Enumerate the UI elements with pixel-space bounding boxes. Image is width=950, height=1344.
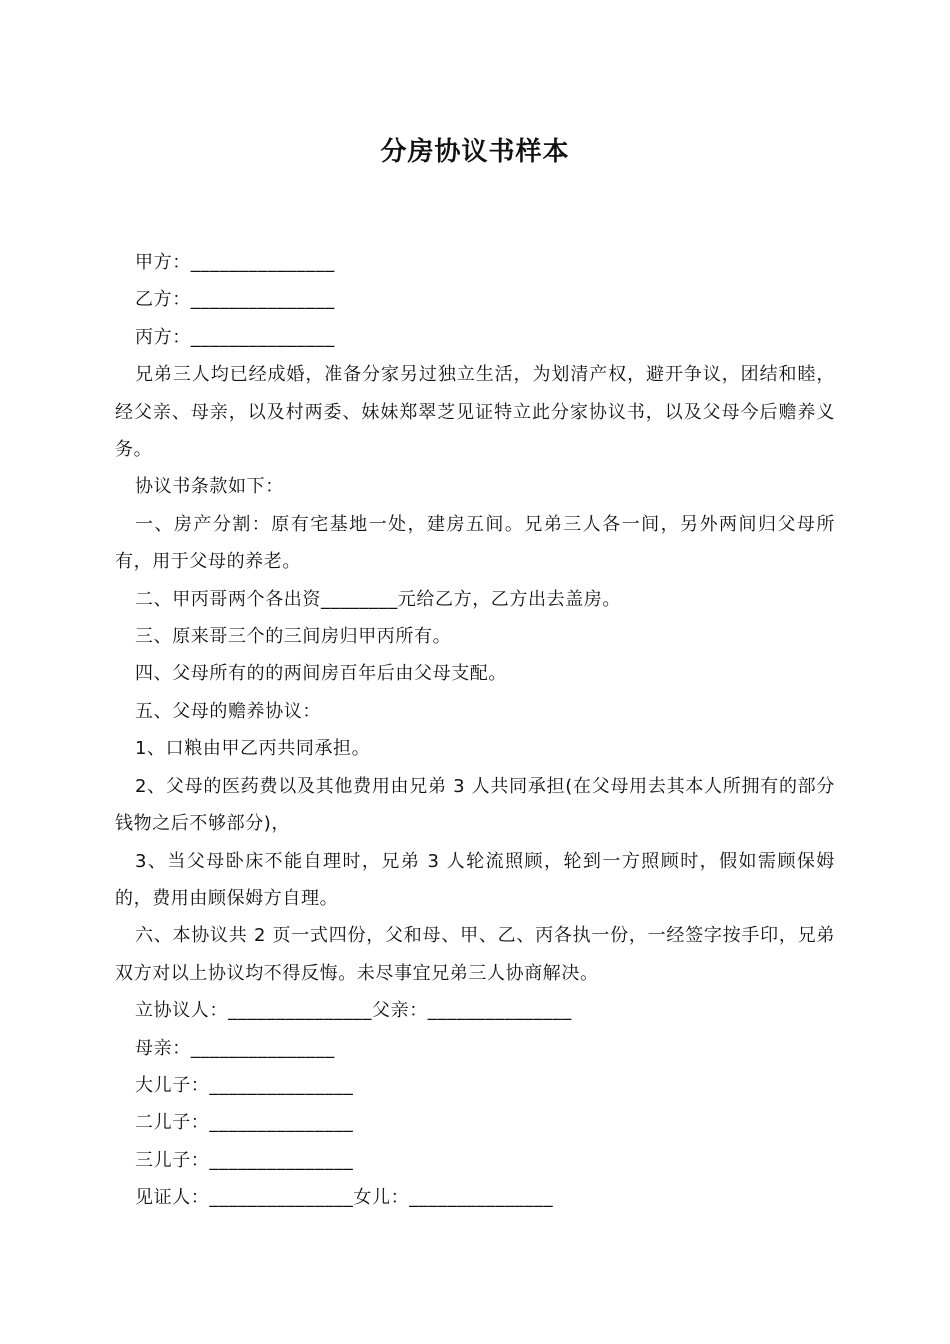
term-1: 一、房产分割：原有宅基地一处，建房五间。兄弟三人各一间，另外两间归父母所有，用于父母的养老。 [115,513,835,573]
signature-line-third-son: 三儿子：_______________ [135,1149,354,1171]
term-5: 五、父母的赡养协议： [135,700,321,722]
term-5-1: 1、口粮由甲乙丙共同承担。 [135,738,371,760]
term-4: 四、父母所有的的两间房百年后由父母支配。 [135,663,507,685]
terms-heading: 协议书条款如下： [135,476,284,498]
intro-paragraph: 兄弟三人均已经成婚，准备分家另过独立生活，为划清产权，避开争议，团结和睦，经父亲、母亲，以及村两委、妹妹郑翠芝见证特立此分家协议书，以及父母今后赡养义务。 [115,364,835,461]
term-2: 二、甲丙哥两个各出资________元给乙方，乙方出去盖房。 [135,588,621,610]
signature-line-eldest-son: 大儿子：_______________ [135,1074,354,1096]
term-5-2: 2、父母的医药费以及其他费用由兄弟 3 人共同承担(在父母用去其本人所拥有的部分钱物之后不够部分)， [115,775,835,835]
term-3: 三、原来哥三个的三间房归甲丙所有。 [135,626,452,648]
signature-line-mother: 母亲：_______________ [135,1037,335,1059]
document-body [115,244,835,1217]
term-6: 六、本协议共 2 页一式四份，父和母、甲、乙、丙各执一份，一经签字按手印，兄弟双方对以上协议均不得反悔。未尽事宜兄弟三人协商解决。 [115,925,835,984]
party-b-line: 乙方：_______________ [135,289,335,311]
signature-line-parties-father: 立协议人：_______________父亲：_______________ [135,1000,572,1022]
term-5-3: 3、当父母卧床不能自理时，兄弟 3 人轮流照顾，轮到一方照顾时，假如需顾保姆的，费用由顾保姆方自理。 [115,850,835,909]
document-title: 分房协议书样本 [380,137,570,167]
party-a-line: 甲方：_______________ [135,252,335,273]
signature-line-witness-daughter: 见证人：_______________女儿：_______________ [135,1187,554,1209]
party-c-line: 丙方：_______________ [135,326,335,348]
signature-line-second-son: 二儿子：_______________ [135,1112,354,1134]
